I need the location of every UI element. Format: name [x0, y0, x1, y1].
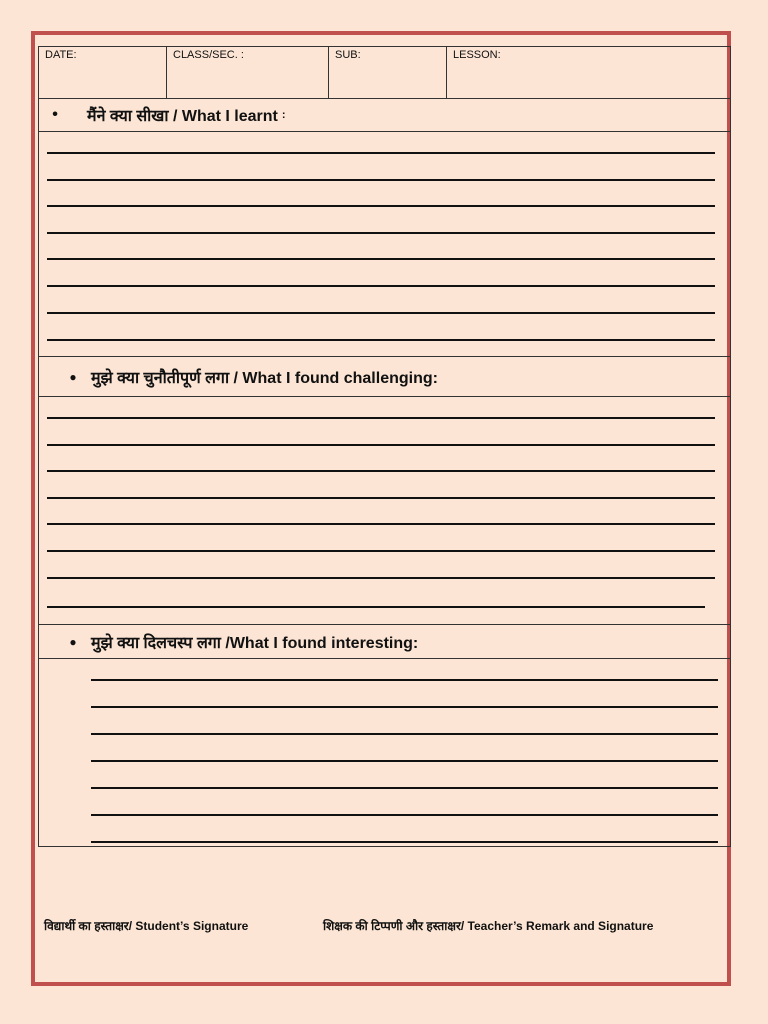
- writing-line: [91, 841, 718, 843]
- section-learnt-answer-area[interactable]: [38, 132, 731, 357]
- writing-line: [47, 232, 715, 234]
- writing-line: [91, 679, 718, 681]
- writing-line: [47, 205, 715, 207]
- date-label: DATE:: [45, 49, 77, 61]
- teacher-remark-label: शिक्षक की टिप्पणी और हस्ताक्षर/ Teacher’s Remark and Signature: [323, 919, 654, 933]
- section-learnt-heading: [38, 99, 731, 132]
- student-signature-label: विद्यार्थी का हस्ताक्षर/ Student’s Signature: [44, 919, 249, 933]
- writing-line: [47, 497, 715, 499]
- writing-line: [91, 760, 718, 762]
- section-challenging-heading: [38, 357, 731, 397]
- lesson-label: LESSON:: [453, 49, 501, 61]
- writing-line: [91, 706, 718, 708]
- writing-line: [47, 258, 715, 260]
- section-interesting-heading: [38, 625, 731, 659]
- bullet-icon: ●: [69, 634, 77, 649]
- section-challenging-answer-area[interactable]: [38, 397, 731, 625]
- writing-line: [47, 417, 715, 419]
- section-learnt-colon: :: [281, 109, 286, 121]
- reflection-sheet: [38, 46, 731, 847]
- bullet-icon: ●: [69, 369, 77, 384]
- section-interesting-title: मुझे क्या दिलचस्प लगा /What I found interesting:: [91, 634, 419, 652]
- writing-line: [91, 733, 718, 735]
- writing-line: [47, 444, 715, 446]
- writing-line: [47, 470, 715, 472]
- subject-label: SUB:: [335, 49, 361, 61]
- writing-line: [91, 787, 718, 789]
- writing-line: [47, 179, 715, 181]
- writing-line: [47, 523, 715, 525]
- writing-line: [91, 814, 718, 816]
- header-table: [38, 46, 731, 99]
- writing-line: [47, 577, 715, 579]
- subject-field[interactable]: [329, 47, 447, 99]
- class-label: CLASS/SEC. :: [173, 49, 244, 61]
- writing-line: [47, 152, 715, 154]
- date-field[interactable]: [39, 47, 167, 99]
- writing-line: [47, 312, 715, 314]
- writing-line: [47, 550, 715, 552]
- bullet-icon: •: [52, 106, 58, 123]
- section-interesting-answer-area[interactable]: [38, 659, 731, 847]
- writing-line: [47, 339, 715, 341]
- writing-line: [47, 606, 705, 608]
- section-challenging-title: मुझे क्या चुनौतीपूर्ण लगा / What I found challenging:: [91, 369, 438, 387]
- class-field[interactable]: [167, 47, 329, 99]
- writing-line: [47, 285, 715, 287]
- lesson-field[interactable]: [447, 47, 731, 99]
- section-learnt-title: मैंने क्या सीखा / What I learnt: [87, 108, 278, 125]
